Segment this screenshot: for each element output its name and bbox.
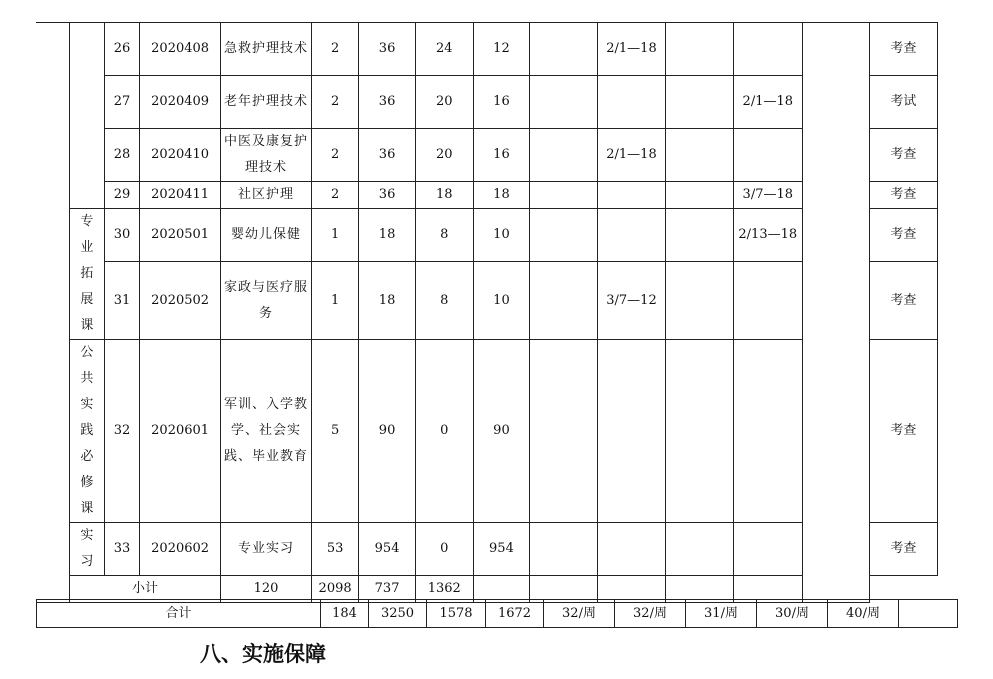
semester-2 (597, 76, 666, 129)
semester-2: 3/7—12 (597, 262, 666, 340)
semester-4 (733, 523, 802, 576)
course-code: 2020502 (140, 262, 221, 340)
course-code: 2020411 (140, 182, 221, 209)
theory-hours: 20 (415, 76, 473, 129)
theory-hours: 8 (415, 209, 473, 262)
theory-hours: 18 (415, 182, 473, 209)
course-name: 家政与医疗服务 (221, 262, 312, 340)
total-hours: 36 (359, 23, 416, 76)
semester-1 (530, 129, 597, 182)
course-name: 中医及康复护理技术 (221, 129, 312, 182)
semester-3 (666, 129, 733, 182)
semester-2 (597, 523, 666, 576)
group-label-intern: 实习 (69, 523, 104, 576)
row-number: 29 (104, 182, 139, 209)
assessment: 考查 (870, 340, 937, 523)
credit: 2 (311, 76, 358, 129)
credit: 2 (311, 129, 358, 182)
semester-4 (733, 23, 802, 76)
course-name: 老年护理技术 (221, 76, 312, 129)
course-name: 婴幼儿保健 (221, 209, 312, 262)
theory-hours: 24 (415, 23, 473, 76)
subtotal-credit: 120 (221, 576, 312, 603)
assessment: 考查 (870, 262, 937, 340)
row-number: 31 (104, 262, 139, 340)
subtotal-practice: 1362 (415, 576, 473, 603)
total-label: 合计 (37, 600, 321, 628)
semester-1 (530, 182, 597, 209)
group-label-expand: 专业拓展课 (69, 209, 104, 340)
theory-hours: 8 (415, 262, 473, 340)
total-hours: 36 (359, 76, 416, 129)
total-hours: 3250 (369, 600, 427, 628)
theory-hours: 20 (415, 129, 473, 182)
assessment: 考查 (870, 23, 937, 76)
credit: 1 (311, 262, 358, 340)
credit: 2 (311, 23, 358, 76)
section-heading: 八、实施保障 (200, 641, 326, 666)
semester-4: 2/13—18 (733, 209, 802, 262)
total-week-2: 32/周 (615, 600, 686, 628)
semester-4 (733, 262, 802, 340)
credit: 2 (311, 182, 358, 209)
course-code: 2020408 (140, 23, 221, 76)
group-label-practice: 公共实践必修课 (69, 340, 104, 523)
course-code: 2020501 (140, 209, 221, 262)
total-week-1: 32/周 (544, 600, 615, 628)
assessment: 考查 (870, 523, 937, 576)
semester-3 (666, 76, 733, 129)
course-name: 社区护理 (221, 182, 312, 209)
semester-2: 2/1—18 (597, 23, 666, 76)
semester-1 (530, 76, 597, 129)
total-week-4: 30/周 (757, 600, 828, 628)
semester-1 (530, 209, 597, 262)
semester-3 (666, 523, 733, 576)
practice-hours: 16 (473, 76, 530, 129)
semester-4 (733, 340, 802, 523)
assessment: 考查 (870, 182, 937, 209)
outer-group-cell (36, 23, 69, 603)
assessment: 考查 (870, 129, 937, 182)
row-number: 30 (104, 209, 139, 262)
semester-1 (530, 262, 597, 340)
semester-4: 2/1—18 (733, 76, 802, 129)
course-code: 2020409 (140, 76, 221, 129)
subtotal-theory: 737 (359, 576, 416, 603)
course-name: 专业实习 (221, 523, 312, 576)
total-hours: 36 (359, 129, 416, 182)
semester-3 (666, 209, 733, 262)
practice-hours: 10 (473, 262, 530, 340)
theory-hours: 0 (415, 523, 473, 576)
semester-2 (597, 340, 666, 523)
semester-2 (597, 209, 666, 262)
total-hours: 18 (359, 262, 416, 340)
total-week-3: 31/周 (686, 600, 757, 628)
semester-1 (530, 340, 597, 523)
practice-hours: 954 (473, 523, 530, 576)
semester-4: 3/7—18 (733, 182, 802, 209)
semester-5-span (802, 23, 869, 603)
course-table (36, 22, 993, 603)
practice-hours: 16 (473, 129, 530, 182)
course-name: 急救护理技术 (221, 23, 312, 76)
semester-3 (666, 23, 733, 76)
subtotal-label: 小计 (69, 576, 220, 603)
semester-3 (666, 182, 733, 209)
total-assess (899, 600, 958, 628)
assessment: 考试 (870, 76, 937, 129)
practice-hours: 12 (473, 23, 530, 76)
total-week-5: 40/周 (828, 600, 899, 628)
total-row (37, 600, 958, 628)
total-hours: 90 (359, 340, 416, 523)
total-hours: 954 (359, 523, 416, 576)
semester-4 (733, 129, 802, 182)
row-number: 33 (104, 523, 139, 576)
total-credit: 184 (321, 600, 369, 628)
row-number: 26 (104, 23, 139, 76)
credit: 53 (311, 523, 358, 576)
practice-hours: 90 (473, 340, 530, 523)
semester-1 (530, 23, 597, 76)
theory-hours: 0 (415, 340, 473, 523)
total-theory: 1578 (427, 600, 486, 628)
total-hours: 18 (359, 209, 416, 262)
subtotal-hours: 2098 (311, 576, 358, 603)
assessment: 考查 (870, 209, 937, 262)
row-number: 27 (104, 76, 139, 129)
semester-3 (666, 262, 733, 340)
table-row (36, 23, 993, 76)
practice-hours: 10 (473, 209, 530, 262)
course-name: 军训、入学教学、社会实践、毕业教育 (221, 340, 312, 523)
semester-1 (530, 523, 597, 576)
semester-3 (666, 340, 733, 523)
credit: 5 (311, 340, 358, 523)
semester-2: 2/1—18 (597, 129, 666, 182)
row-number: 28 (104, 129, 139, 182)
course-code: 2020602 (140, 523, 221, 576)
semester-2 (597, 182, 666, 209)
practice-hours: 18 (473, 182, 530, 209)
total-hours: 36 (359, 182, 416, 209)
course-code: 2020601 (140, 340, 221, 523)
total-practice: 1672 (486, 600, 544, 628)
course-code: 2020410 (140, 129, 221, 182)
credit: 1 (311, 209, 358, 262)
row-number: 32 (104, 340, 139, 523)
total-table (36, 599, 958, 628)
group-cell-continued (69, 23, 104, 209)
